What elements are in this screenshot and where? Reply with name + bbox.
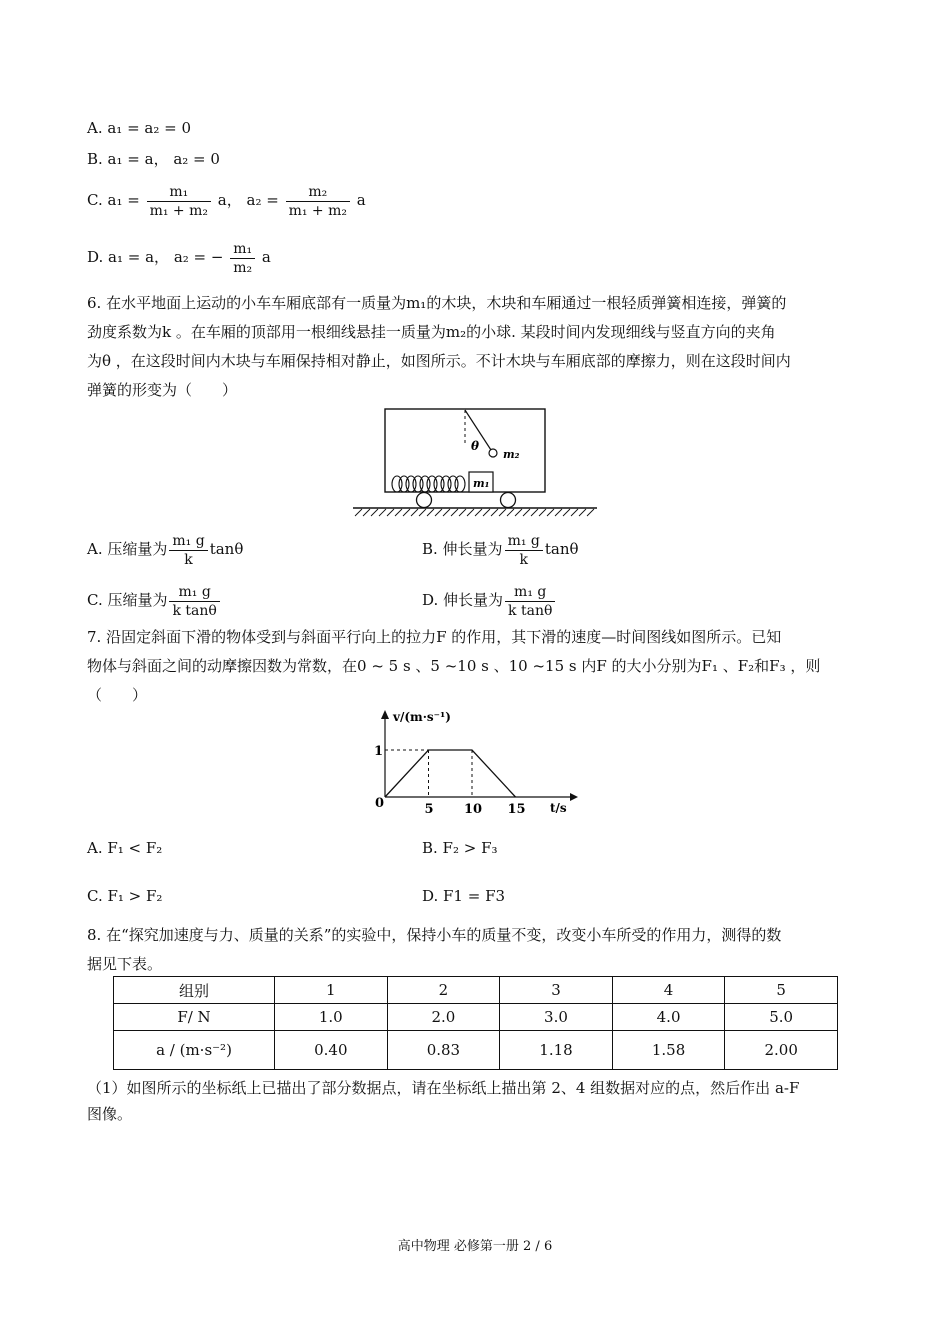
table-cell: 5 [725, 977, 838, 1004]
x-tick-label: 10 [464, 802, 483, 817]
x-tick-label: 15 [507, 802, 526, 817]
spring [392, 476, 465, 492]
tick-labels [374, 744, 526, 817]
table-header-cell: 组别 [114, 977, 275, 1004]
q8-sub1-line1: （1）如图所示的坐标纸上已描出了部分数据点，请在坐标纸上描出第 2、4 组数据对应的点，然后作出 a-F [87, 1079, 800, 1097]
table-cell: 2.00 [725, 1031, 838, 1070]
fraction-denominator: m₁ + m₂ [288, 202, 347, 219]
q6-option-b-tan: tanθ [544, 540, 579, 558]
q5-option-d-label: D. [87, 248, 104, 266]
table-cell: 2.0 [387, 1004, 500, 1031]
table-cell: 4.0 [612, 1004, 725, 1031]
q6-option-d-label: D. 伸长量为 [422, 591, 504, 609]
x-tick-label: 0 [375, 796, 385, 811]
q7-line1: 7. 沿固定斜面下滑的物体受到与斜面平行向上的拉力F 的作用，其下滑的速度—时间图线如图所示。已知 [87, 628, 782, 646]
q6-option-c-fraction [169, 583, 219, 620]
q8-line1: 8. 在“探究加速度与力、质量的关系”的实验中，保持小车的质量不变，改变小车所受的作用力，测得的数 [87, 926, 782, 944]
x-tick-label: 5 [424, 802, 434, 817]
table-cell: 1.58 [612, 1031, 725, 1070]
q6-option-b-fraction [505, 532, 543, 569]
fraction-numerator: m₁ g [505, 583, 555, 602]
table-cell: 1.18 [500, 1031, 613, 1070]
q7-option-c: C. F₁ > F₂ [87, 887, 163, 905]
q5-option-c-label: C. [87, 191, 103, 209]
q7-line2: 物体与斜面之间的动摩擦因数为常数，在0 ~ 5 s 、5 ~10 s 、10 ~15 s 内F 的大小分别为F₁ 、F₂和F₃ ，则 [87, 657, 821, 675]
q6-line2: 劲度系数为k 。在车厢的顶部用一根细线悬挂一质量为m₂的小球. 某段时间内发现细线与竖直方向的夹角 [87, 323, 776, 341]
q5-option-b: B. a₁ = a， a₂ = 0 [87, 150, 220, 168]
q7-line3: （ ） [87, 686, 148, 704]
q5-option-c-tail2: a [356, 191, 366, 209]
table-row-acceleration [114, 1031, 838, 1070]
velocity-series-line [385, 750, 516, 797]
fraction-denominator: k [519, 551, 528, 568]
fraction-denominator: m₁ + m₂ [149, 202, 208, 219]
page-footer: 高中物理 必修第一册 2 / 6 [397, 1239, 553, 1254]
q6-line4: 弹簧的形变为（ ） [87, 381, 238, 399]
table-cell: 0.40 [275, 1031, 388, 1070]
fraction-numerator: m₁ g [505, 532, 543, 551]
fraction-numerator: m₁ g [169, 583, 219, 602]
q7-option-a: A. F₁ < F₂ [87, 839, 163, 857]
y-tick-label: 1 [374, 744, 384, 759]
q5-option-a: A. a₁ = a₂ = 0 [87, 119, 192, 137]
fraction-denominator: k tanθ [172, 602, 217, 619]
fraction-denominator: k tanθ [508, 602, 553, 619]
m2-label: m₂ [503, 448, 520, 461]
q6-stem [87, 289, 865, 405]
x-axis-arrow [570, 793, 578, 801]
q6-option-a-fraction [169, 532, 207, 569]
table-cell: 0.83 [387, 1031, 500, 1070]
q7-option-d: D. F1 = F3 [422, 887, 506, 905]
y-axis-label: v/(m·s⁻¹) [393, 710, 451, 724]
table-row-force [114, 1004, 838, 1031]
pendulum-ball [489, 449, 497, 457]
q6-option-d-fraction [505, 583, 555, 620]
table-row-label: F/ N [114, 1004, 275, 1031]
q5-option-c-fraction2 [286, 183, 350, 220]
q6-line3: 为θ ，在这段时间内木块与车厢保持相对静止，如图所示。不计木块与车厢底部的摩擦力，则在这段时间内 [87, 352, 791, 370]
table-header-row [114, 977, 838, 1004]
q5-option-d-lhs: a₁ = a， a₂ = − [108, 248, 224, 266]
table-cell: 2 [387, 977, 500, 1004]
m1-label: m₁ [473, 477, 490, 490]
table-cell: 5.0 [725, 1004, 838, 1031]
q5-option-c-lhs2: a₂ = [246, 191, 279, 209]
q5-option-d-fraction [230, 240, 255, 277]
table-row-label: a / (m·s⁻²) [114, 1031, 275, 1070]
table-cell: 3 [500, 977, 613, 1004]
q8-data-table [113, 976, 838, 1070]
q6-option-c-label: C. 压缩量为 [87, 591, 168, 609]
x-axis-label: t/s [550, 801, 567, 815]
guide-lines [385, 750, 472, 797]
q5-option-c [87, 180, 366, 220]
q8-sub1 [87, 1075, 865, 1127]
table-cell: 1.0 [275, 1004, 388, 1031]
q7-option-b: B. F₂ > F₃ [422, 839, 498, 857]
q7-stem [87, 623, 865, 710]
table-cell: 1 [275, 977, 388, 1004]
fraction-numerator: m₁ [147, 183, 211, 202]
q6-option-d [422, 580, 557, 620]
q8-stem [87, 921, 865, 979]
table-cell: 4 [612, 977, 725, 1004]
fraction-numerator: m₂ [286, 183, 350, 202]
q8-line2: 据见下表。 [87, 955, 163, 973]
y-axis-arrow [381, 710, 389, 719]
ground-hatching [355, 509, 594, 516]
q5-option-c-tail1: a， [217, 191, 242, 209]
fraction-numerator: m₁ [230, 240, 255, 259]
q6-cart-figure [350, 405, 600, 523]
q5-option-c-lhs1: a₁ = [107, 191, 140, 209]
fraction-denominator: m₂ [233, 259, 253, 276]
theta-label: θ [471, 439, 480, 453]
q6-line1: 6. 在水平地面上运动的小车车厢底部有一质量为m₁的木块，木块和车厢通过一根轻质弹簧相连接，弹簧的 [87, 294, 787, 312]
q7-velocity-time-chart [370, 705, 580, 817]
q6-option-a-tan: tanθ [209, 540, 244, 558]
q5-option-d [87, 237, 271, 277]
cart-body [385, 409, 545, 492]
left-wheel [417, 493, 432, 508]
q8-sub1-line2: 图像。 [87, 1105, 133, 1123]
q6-option-a-label: A. 压缩量为 [87, 540, 168, 558]
fraction-numerator: m₁ g [169, 532, 207, 551]
q6-option-c [87, 580, 222, 620]
q6-option-b [422, 529, 579, 569]
table-cell: 3.0 [500, 1004, 613, 1031]
fraction-denominator: k [184, 551, 193, 568]
q5-option-c-fraction1 [147, 183, 211, 220]
q5-option-d-tail: a [261, 248, 271, 266]
right-wheel [501, 493, 516, 508]
q6-option-b-label: B. 伸长量为 [422, 540, 503, 558]
q6-option-a [87, 529, 243, 569]
